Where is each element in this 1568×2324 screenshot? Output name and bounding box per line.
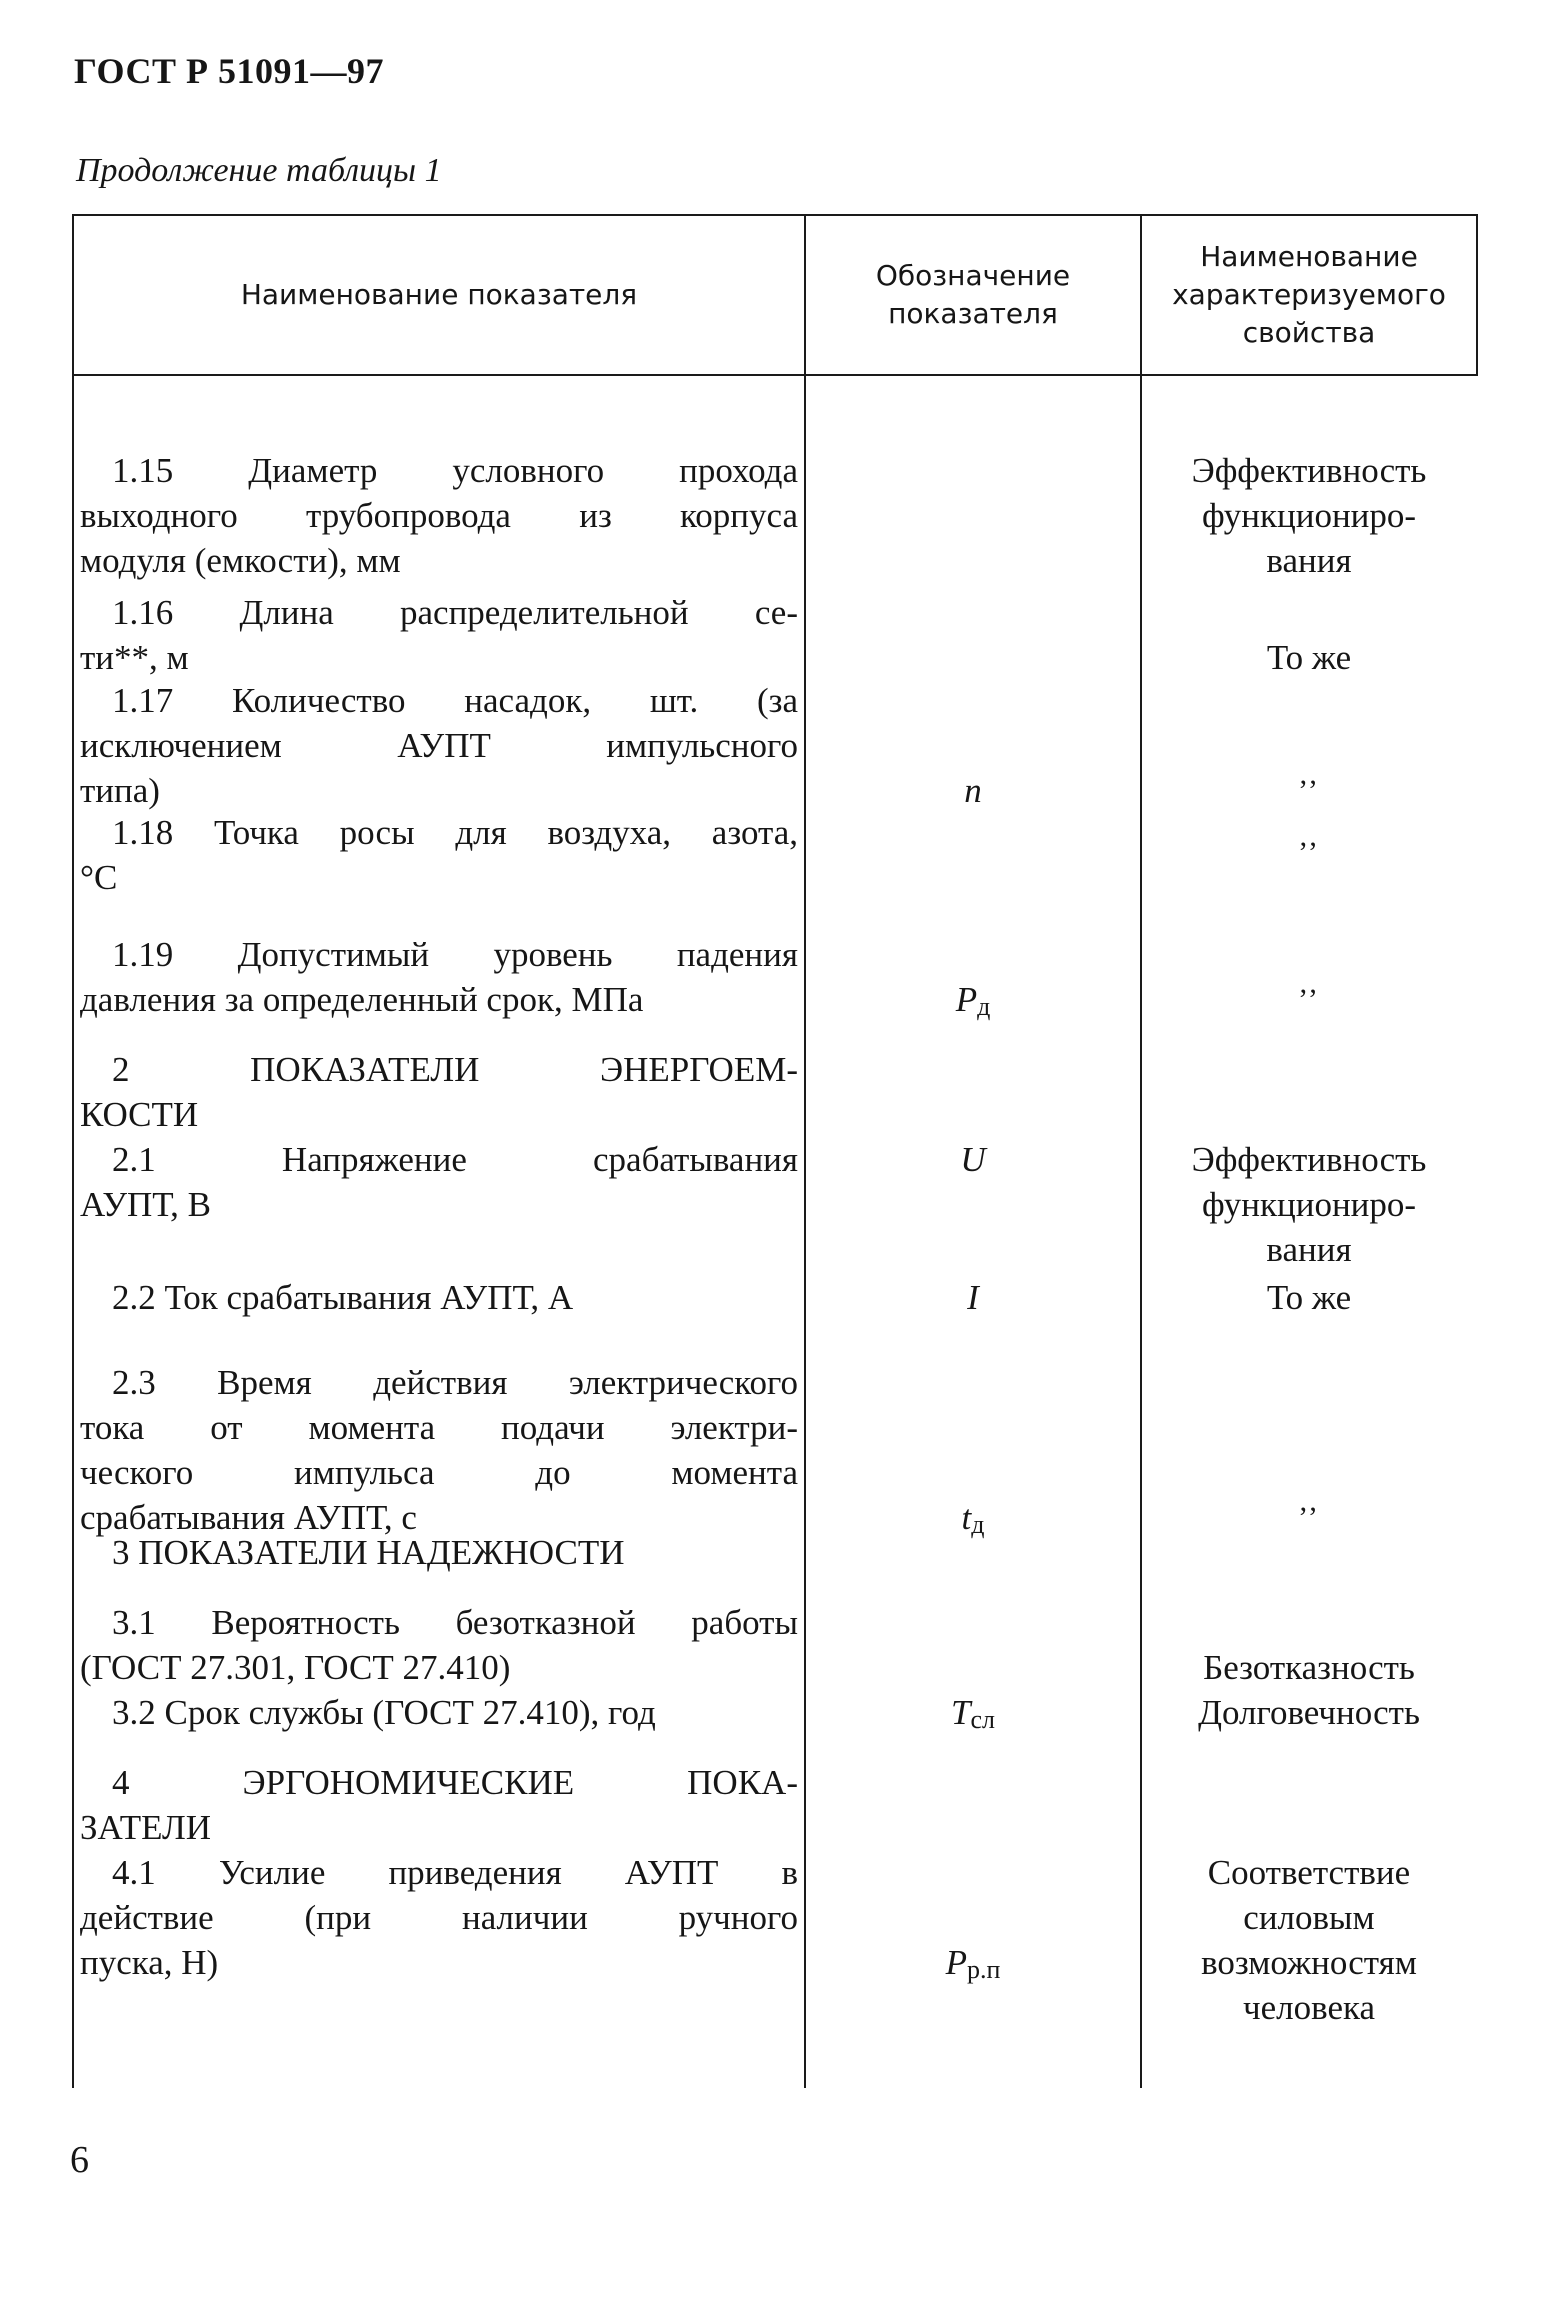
column-header-indicator-symbol: Обозначение показателя	[875, 259, 1071, 330]
table-header-border	[72, 374, 1478, 376]
indicator-name: 3.1 Вероятность безотказной работы (ГОСТ 27.301, ГОСТ 27.410)	[80, 1603, 798, 1687]
characterized-property: То же	[1266, 638, 1352, 677]
indicator-name: 2.2 Ток срабатывания АУПТ, А	[112, 1278, 574, 1317]
indicator-name: 3.2 Срок службы (ГОСТ 27.410), год	[112, 1693, 656, 1732]
indicator-symbol: $t_д$	[961, 1498, 985, 1539]
indicator-name: 4 ЭРГОНОМИЧЕСКИЕ ПОКА- ЗАТЕЛИ	[80, 1763, 798, 1847]
characterized-property: Долговечность	[1198, 1693, 1420, 1732]
indicator-symbol: $P_д$	[955, 980, 991, 1021]
indicator-symbol: $P_{р.п}$	[945, 1943, 1001, 1984]
characterized-property: Эффективность функциониро- вания	[1191, 451, 1427, 580]
page-number: 6	[70, 2139, 89, 2181]
indicator-name: 2 ПОКАЗАТЕЛИ ЭНЕРГОЕМ- КОСТИ	[80, 1050, 798, 1134]
indicator-symbol: $T_{сл}$	[951, 1693, 995, 1734]
column-header-property: Наименование характеризуемого свойства	[1172, 240, 1446, 349]
indicator-name: 1.17 Количество насадок, шт. (за исключением АУПТ импульсного типа)	[80, 681, 798, 810]
indicator-name: 1.19 Допустимый уровень падения давления за определенный срок, МПа	[80, 935, 798, 1019]
indicator-symbol: U	[960, 1140, 986, 1179]
indicator-name: 1.15 Диаметр условного прохода выходного трубопровода из корпуса модуля (емкости), мм	[80, 451, 798, 580]
indicator-symbol: I	[967, 1278, 979, 1317]
indicator-symbol: n	[964, 771, 982, 810]
characterized-property: Эффективность функциониро- вания	[1191, 1140, 1427, 1269]
characterized-property: ’’	[1298, 774, 1320, 807]
characterized-property: ’’	[1298, 983, 1320, 1016]
column-header-indicator-name: Наименование показателя	[240, 278, 638, 311]
indicator-name: 2.3 Время действия электрического тока от момента подачи электри- ческого импульса до момента срабатывания АУПТ, с	[80, 1363, 798, 1537]
document-title: ГОСТ Р 51091—97	[74, 51, 384, 91]
characterized-property: Безотказность	[1203, 1648, 1415, 1687]
indicator-name: 1.16 Длина распределительной се- ти**, м	[80, 593, 798, 677]
characterized-property: ’’	[1298, 1501, 1320, 1534]
characterized-property: Соответствие силовым возможностям человека	[1201, 1853, 1417, 2027]
characterized-property: То же	[1266, 1278, 1352, 1317]
indicator-name: 4.1 Усилие приведения АУПТ в действие (при наличии ручного пуска, Н)	[80, 1853, 798, 1982]
table-right-border	[1476, 216, 1478, 376]
table-continuation-caption: Продолжение таблицы 1	[76, 152, 442, 189]
indicator-name: 3 ПОКАЗАТЕЛИ НАДЕЖНОСТИ	[112, 1533, 625, 1572]
characterized-property: ’’	[1298, 836, 1320, 869]
indicator-name: 1.18 Точка росы для воздуха, азота, °С	[80, 813, 798, 897]
table-left-border	[72, 216, 74, 2088]
indicator-name: 2.1 Напряжение срабатывания АУПТ, В	[80, 1140, 798, 1224]
